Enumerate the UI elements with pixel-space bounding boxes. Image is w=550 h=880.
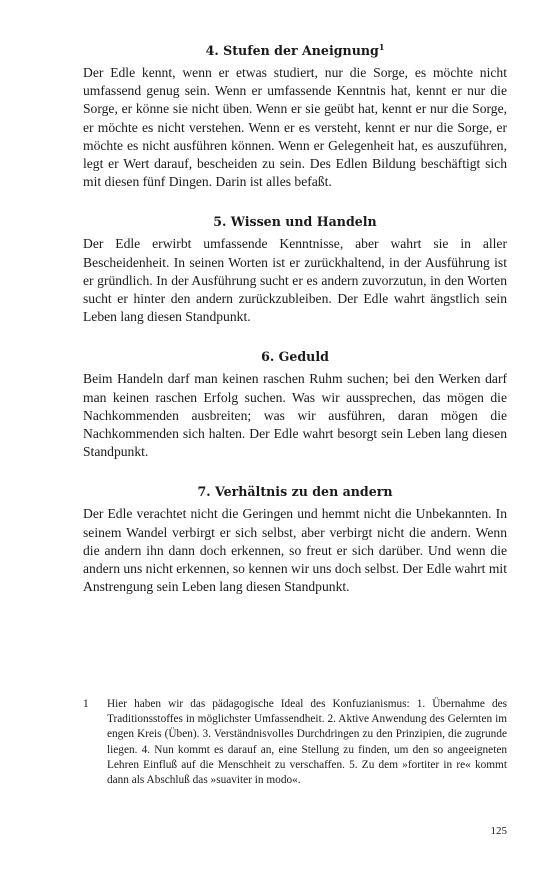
section-paragraph-7: Der Edle verachtet nicht die Geringen und hemmt nicht die Unbekannten. In seinem Wandel verbirgt er sich selbst, aber verbirgt nicht die andern. Wenn die andern ihn dann doch erkennen, so freut er sich darüber. Und wenn die andern uns nicht erkennen, so kennen wir uns doch selbst. Der Edle wahrt mit Anstrengung sein Leben lang diesen Standpunkt. [83,506,507,595]
section-heading-4 [83,42,507,60]
footnote [83,697,507,788]
section-paragraph-6: Beim Handeln darf man keinen raschen Ruhm suchen; bei den Werken darf man keinen raschen Erfolg suchen. Was wir aussprechen, das mögen die Nachkommenden ausbreiten; was wir ausführen, daran mögen die Nachkommenden sich halten. Der Edle wahrt besorgt sein Leben lang diesen Standpunkt. [83,371,507,460]
footnote-number: 1 [83,698,89,710]
section-heading-6: 6. Geduld [261,349,329,365]
page-body [83,42,507,596]
footnote-text: Hier haben wir das pädagogische Ideal des Konfuzianismus: 1. Übernahme des Traditionsstoffes in möglichster Umfassendheit. 2. Aktive Anwendung des Gelernten im engen Kreis (Üben). 3. Verständnisvolles Durchdringen zu den Prinzipien, die zugrunde liegen. 4. Nun kommt es darauf an, eine Stellung zu finden, um den so angeeigneten Lehren Einfluß auf die Menschheit zu verschaffen. 5. Zu dem »fortiter in re« kommt dann als Abschluß das »suaviter in modo«. [107,698,507,787]
footnote-ref[interactable]: 1 [378,41,385,52]
section-paragraph-4: Der Edle kennt, wenn er etwas studiert, nur die Sorge, es möchte nicht umfassend genug sein. Wenn er umfassende Kenntnis hat, kennt er nur die Sorge, er könne sie nicht üben. Wenn er sie geübt hat, kennt er nur die Sorge, er möchte es nicht verstehen. Wenn er es versteht, kennt er nur die Sorge, er möchte es nicht ausführen können. Wenn er Gelegenheit hat, es auszuführen, legt er Wert darauf, bescheiden zu sein. Des Edlen Bildung beschäftigt sich mit diesen fünf Dingen. Darin ist alles befaßt. [83,65,507,190]
section-heading-7: 7. Verhältnis zu den andern [197,484,393,500]
page-number: 125 [490,825,507,837]
section-heading-4-text: 4. Stufen der Aneignung [205,43,379,58]
section-paragraph-5: Der Edle erwirbt umfassende Kenntnisse, aber wahrt sie in aller Bescheidenheit. In seinen Worten ist er zurückhaltend, in der Ausführung ist er gründlich. In der Ausführung sucht er es andern zuvorzutun, in den Worten sucht er hinter den andern zurückzubleiben. Der Edle wahrt ängstlich sein Leben lang diesen Standpunkt. [83,236,507,325]
section-heading-5: 5. Wissen und Handeln [213,214,377,230]
